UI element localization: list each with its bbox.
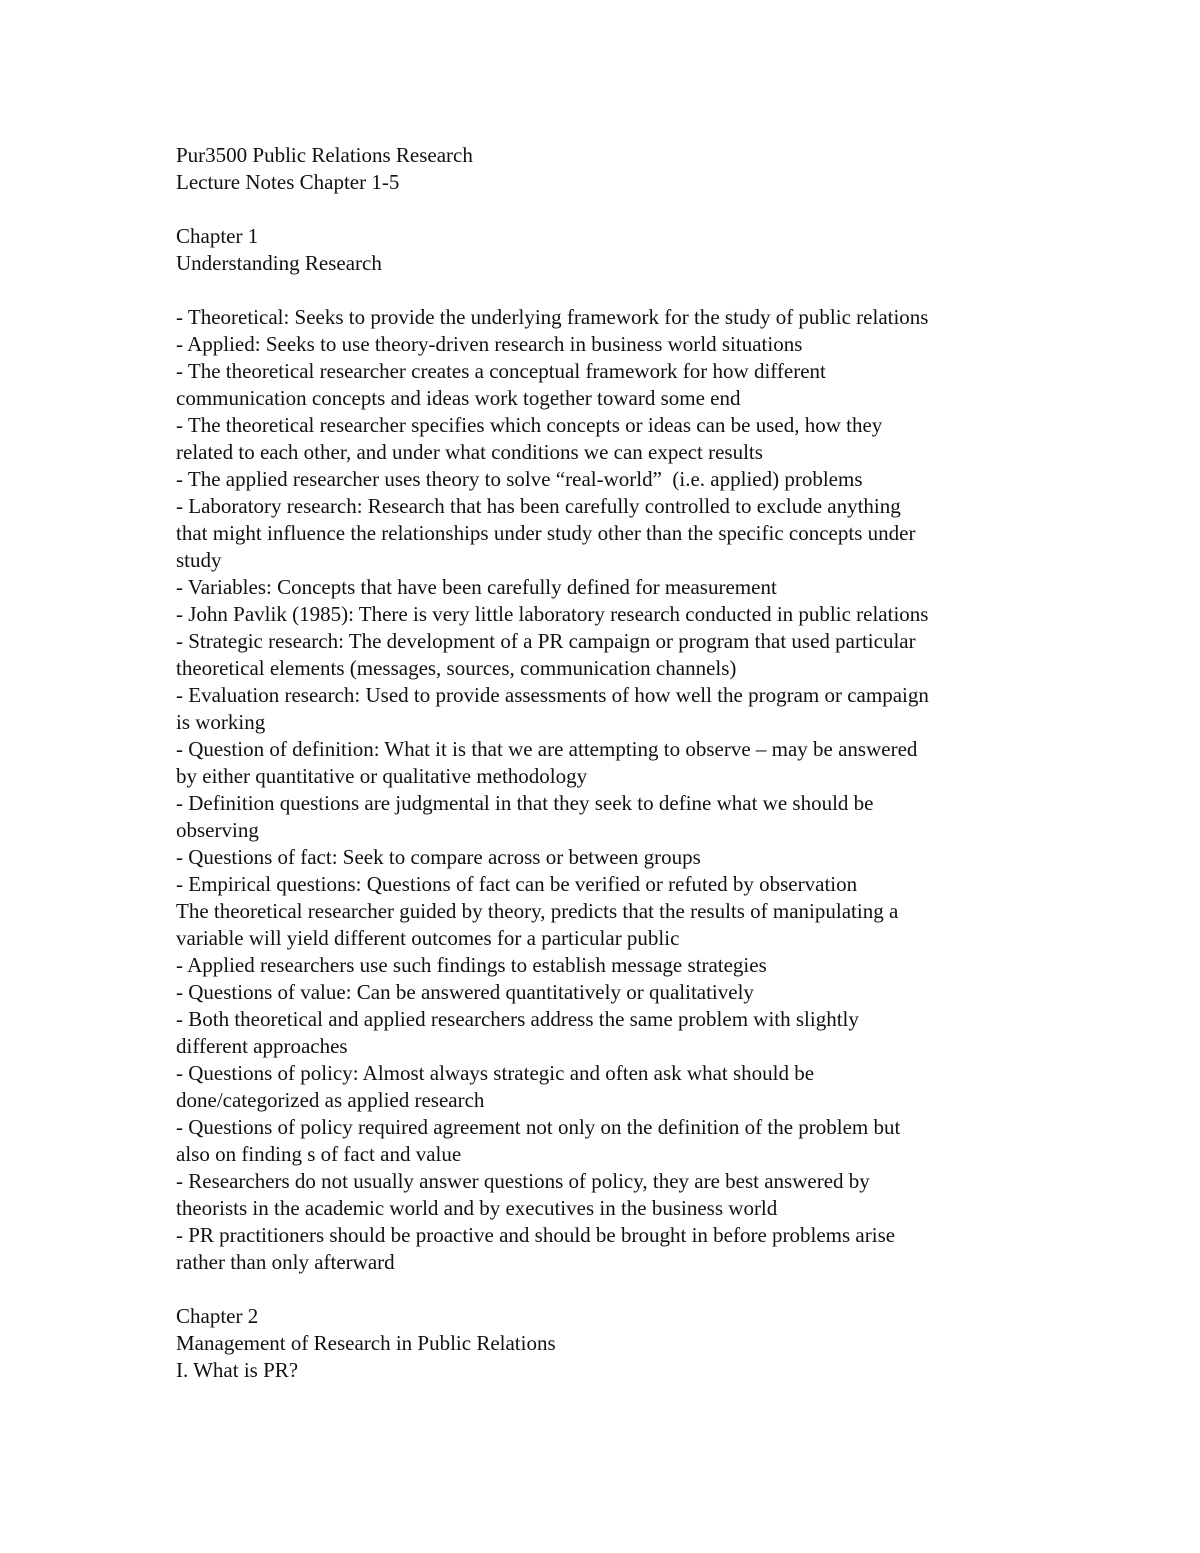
- chapter2-heading: Chapter 2: [176, 1304, 259, 1328]
- note-line: study: [176, 548, 222, 572]
- note-line: - The theoretical researcher creates a conceptual framework for how different: [176, 359, 826, 383]
- note-line: rather than only afterward: [176, 1250, 395, 1274]
- note-line: - Applied researchers use such findings to establish message strategies: [176, 953, 767, 977]
- spacer: [176, 277, 1056, 304]
- note-line: variable will yield different outcomes for a particular public: [176, 926, 680, 950]
- note-line: - Questions of value: Can be answered quantitatively or qualitatively: [176, 980, 754, 1004]
- note-line: - Evaluation research: Used to provide assessments of how well the program or campaign: [176, 683, 929, 707]
- note-line: - Theoretical: Seeks to provide the underlying framework for the study of public relations: [176, 305, 929, 329]
- note-line: - The theoretical researcher specifies which concepts or ideas can be used, how they: [176, 413, 883, 437]
- chapter1-title: Understanding Research: [176, 251, 382, 275]
- note-line: - Definition questions are judgmental in that they seek to define what we should be: [176, 791, 874, 815]
- note-line: The theoretical researcher guided by theory, predicts that the results of manipulating a: [176, 899, 899, 923]
- note-line: is working: [176, 710, 266, 734]
- note-line: - Strategic research: The development of a PR campaign or program that used particular: [176, 629, 916, 653]
- note-line: - Questions of fact: Seek to compare across or between groups: [176, 845, 701, 869]
- note-line: theorists in the academic world and by executives in the business world: [176, 1196, 778, 1220]
- note-line: related to each other, and under what conditions we can expect results: [176, 440, 763, 464]
- note-line: - Variables: Concepts that have been carefully defined for measurement: [176, 575, 777, 599]
- document-subtitle: Lecture Notes Chapter 1-5: [176, 170, 400, 194]
- chapter1-heading: Chapter 1: [176, 224, 259, 248]
- course-title: Pur3500 Public Relations Research: [176, 143, 473, 167]
- note-line: - Questions of policy required agreement not only on the definition of the problem but: [176, 1115, 901, 1139]
- spacer: [176, 1276, 1056, 1303]
- note-line: also on finding s of fact and value: [176, 1142, 462, 1166]
- note-line: - John Pavlik (1985): There is very little laboratory research conducted in public relations: [176, 602, 929, 626]
- note-line: theoretical elements (messages, sources, communication channels): [176, 656, 737, 680]
- note-line: - Laboratory research: Research that has been carefully controlled to exclude anything: [176, 494, 901, 518]
- chapter2-title: Management of Research in Public Relations: [176, 1331, 556, 1355]
- note-line: observing: [176, 818, 259, 842]
- note-line: communication concepts and ideas work together toward some end: [176, 386, 741, 410]
- note-line: - Researchers do not usually answer questions of policy, they are best answered by: [176, 1169, 870, 1193]
- note-line: different approaches: [176, 1034, 348, 1058]
- note-line: by either quantitative or qualitative methodology: [176, 764, 588, 788]
- note-line: that might influence the relationships under study other than the specific concepts under: [176, 521, 916, 545]
- note-line: - Empirical questions: Questions of fact can be verified or refuted by observation: [176, 872, 858, 896]
- document-page: [176, 142, 1056, 1384]
- chapter2-first-point: I. What is PR?: [176, 1358, 299, 1382]
- note-line: - Both theoretical and applied researchers address the same problem with slightly: [176, 1007, 859, 1031]
- chapter1-notes: [176, 304, 1056, 1276]
- spacer: [176, 196, 1056, 223]
- note-line: - Applied: Seeks to use theory-driven research in business world situations: [176, 332, 803, 356]
- note-line: - PR practitioners should be proactive and should be brought in before problems arise: [176, 1223, 896, 1247]
- note-line: - Questions of policy: Almost always strategic and often ask what should be: [176, 1061, 815, 1085]
- note-line: done/categorized as applied research: [176, 1088, 485, 1112]
- note-line: - Question of definition: What it is that we are attempting to observe – may be answered: [176, 737, 918, 761]
- note-line: - The applied researcher uses theory to solve “real-world” (i.e. applied) problems: [176, 467, 863, 491]
